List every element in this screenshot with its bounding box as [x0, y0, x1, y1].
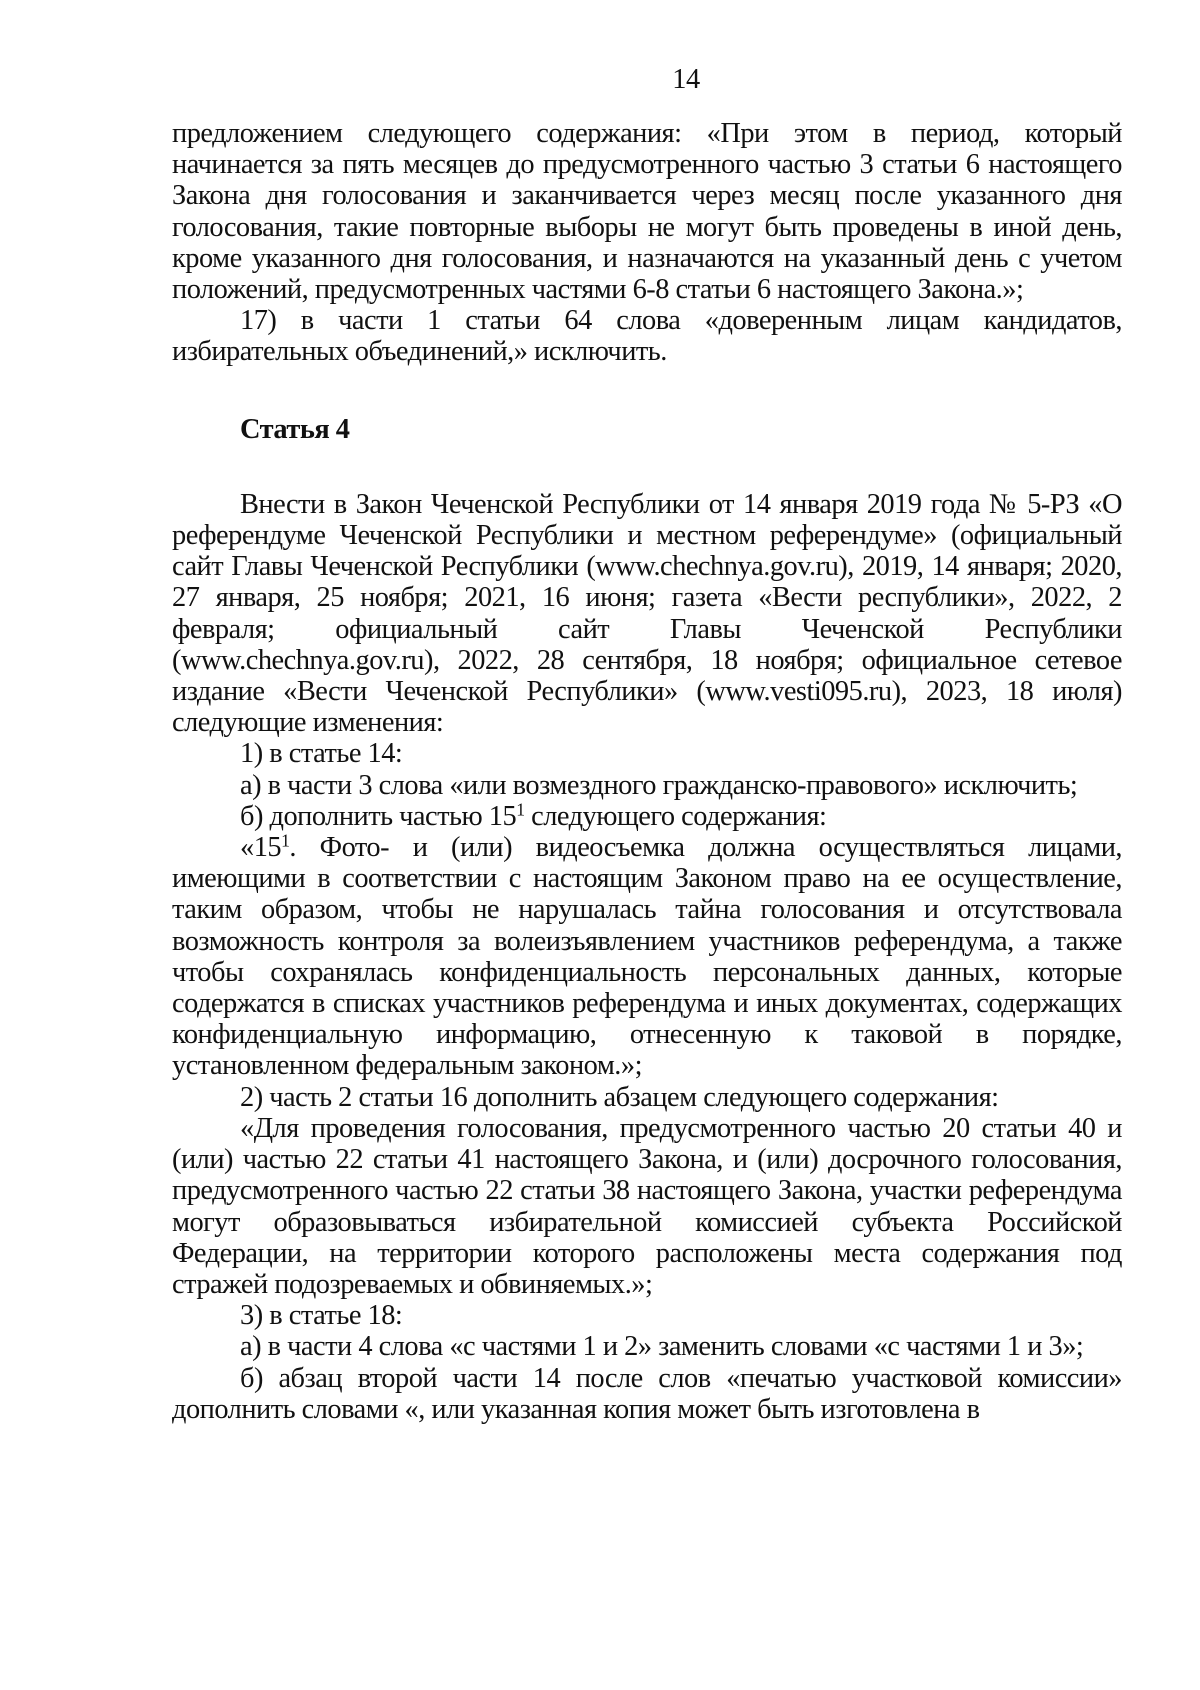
item-1b-text: б) дополнить частью 15: [240, 800, 517, 832]
item-1b: [172, 801, 1122, 832]
article-intro: Внести в Закон Чеченской Республики от 14 января 2019 года № 5-РЗ «О референдуме Чеченской Республики и местном референдуме» (официальный сайт Главы Чеченской Республики (www.chechnya.gov.ru), 2019, 14 января; 2020, 27 января, 25 ноября; 2021, 16 июня; газета «Вести республики», 2022, 2 февраля; официальный сайт Главы Чеченской Республики (www.chechnya.gov.ru), 2022, 28 сентября, 18 ноября; официальное сетевое издание «Вести Чеченской Республики» (www.vesti095.ru), 2023, 18 июля) следующие изменения:: [172, 488, 1122, 739]
article-title: Статья 4: [240, 413, 350, 445]
quote-start: «15: [240, 832, 282, 864]
item-3: 3) в статье 18:: [240, 1300, 403, 1332]
superscript: 1: [516, 799, 525, 820]
item-3b: б) абзац второй части 14 после слов «печатью участковой комиссии» дополнить словами «, или указанная копия может быть изготовлена в: [172, 1362, 1122, 1425]
document-page: [172, 60, 1122, 1425]
quote-part-15-1: [172, 832, 1122, 1082]
item-17: 17) в части 1 статьи 64 слова «доверенным лицам кандидатов, избирательных объединений,» исключить.: [172, 305, 1122, 368]
quote-article-16: «Для проведения голосования, предусмотренного частью 20 статьи 40 и (или) частью 22 статьи 41 настоящего Закона, и (или) досрочного голосования, предусмотренного частью 22 статьи 38 настоящего Закона, участки референдума могут образовываться избирательной комиссией субъекта Российской Федерации, на территории которого расположены места содержания под стражей подозреваемых и обвиняемых.»;: [172, 1112, 1122, 1300]
quote-body: . Фото- и (или) видеосъемка должна осуществляться лицами, имеющими в соответствии с настоящим Законом право на ее осуществление, таким образом, чтобы не нарушалась тайна голосования и отсутствовала возможность контроля за волеизъявлением участников референдума, а также чтобы сохранялась конфиденциальность персональных данных, которые содержатся в списках участников референдума и иных документах, содержащих конфиденциальную информацию, отнесенную к таковой в порядке, установленном федеральным законом.»;: [172, 832, 1122, 1082]
item-2: 2) часть 2 статьи 16 дополнить абзацем следующего содержания:: [240, 1081, 999, 1113]
item-3a: а) в части 4 слова «с частями 1 и 2» заменить словами «с частями 1 и 3»;: [240, 1331, 1084, 1363]
item-1b-text-end: следующего содержания:: [524, 800, 827, 832]
superscript: 1: [281, 830, 290, 851]
item-1a: а) в части 3 слова «или возмездного гражданско-правового» исключить;: [240, 769, 1078, 801]
item-1: 1) в статье 14:: [240, 738, 403, 770]
page-number: 14: [672, 64, 700, 95]
paragraph-continuation: предложением следующего содержания: «При этом в период, который начинается за пять месяцев до предусмотренного частью 3 статьи 6 настоящего Закона дня голосования и заканчивается через месяц после указанного дня голосования, такие повторные выборы не могут быть проведены в иной день, кроме указанного дня голосования, и назначаются на указанный день с учетом положений, предусмотренных частями 6-8 статьи 6 настоящего Закона.»;: [172, 118, 1122, 306]
